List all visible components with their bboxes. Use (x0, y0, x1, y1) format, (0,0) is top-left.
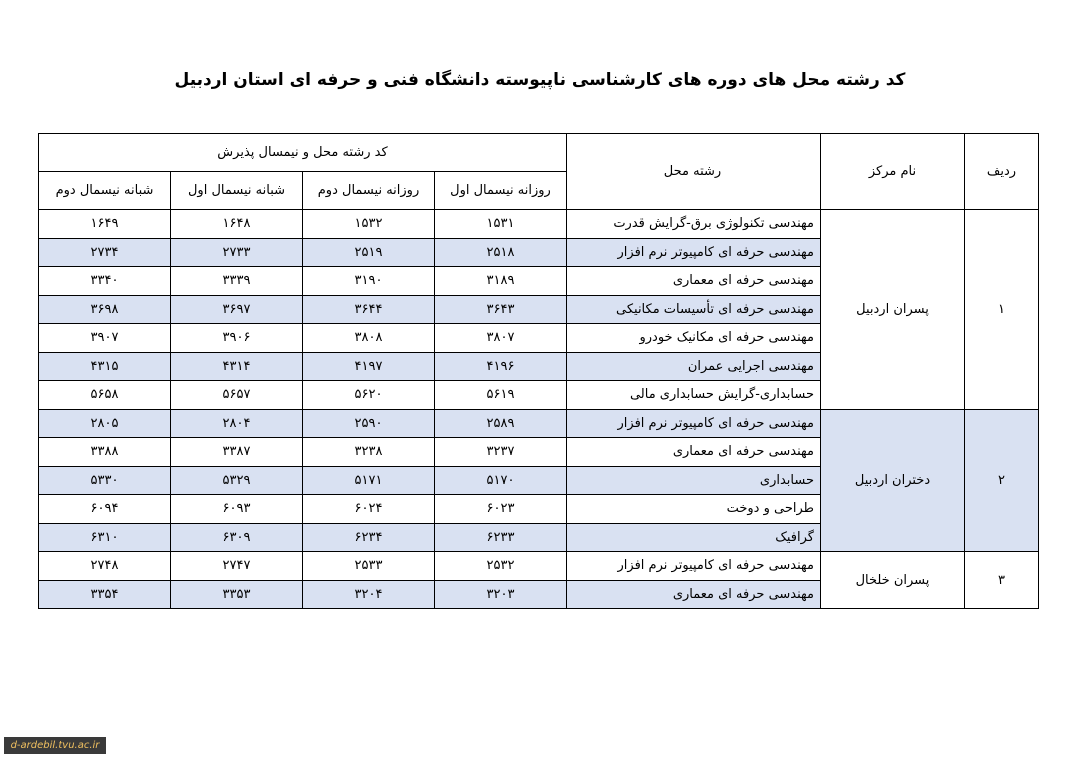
night-second-code-cell: ۲۷۳۴ (39, 238, 171, 267)
field-name-cell: مهندسی اجرایی عمران (567, 352, 821, 381)
center-name-cell: پسران خلخال (821, 552, 965, 609)
day-first-code-cell: ۳۸۰۷ (435, 324, 567, 353)
day-second-code-cell: ۳۸۰۸ (303, 324, 435, 353)
day-first-code-cell: ۵۶۱۹ (435, 381, 567, 410)
day-first-code-cell: ۴۱۹۶ (435, 352, 567, 381)
night-second-code-cell: ۵۶۵۸ (39, 381, 171, 410)
site-url-badge[interactable]: d-ardebil.tvu.ac.ir (4, 737, 106, 754)
night-first-code-cell: ۳۹۰۶ (171, 324, 303, 353)
night-first-code-cell: ۵۳۲۹ (171, 466, 303, 495)
center-name-cell: دختران اردبیل (821, 409, 965, 552)
night-second-code-cell: ۱۶۴۹ (39, 210, 171, 239)
page-title: کد رشته محل های دوره های کارشناسی ناپیوسته دانشگاه فنی و حرفه ای استان اردبیل (174, 70, 906, 90)
night-first-code-cell: ۴۳۱۴ (171, 352, 303, 381)
field-name-cell: طراحی و دوخت (567, 495, 821, 524)
field-name-cell: حسابداری-گرایش حسابداری مالی (567, 381, 821, 410)
night-first-code-cell: ۳۳۸۷ (171, 438, 303, 467)
night-first-code-cell: ۲۷۴۷ (171, 552, 303, 581)
day-first-code-cell: ۳۱۸۹ (435, 267, 567, 296)
radif-cell: ۳ (965, 552, 1039, 609)
day-first-code-cell: ۲۵۱۸ (435, 238, 567, 267)
night-second-code-cell: ۲۸۰۵ (39, 409, 171, 438)
center-name-cell: پسران اردبیل (821, 210, 965, 410)
night-second-code-cell: ۶۰۹۴ (39, 495, 171, 524)
day-second-code-cell: ۶۰۲۴ (303, 495, 435, 524)
field-name-cell: مهندسی حرفه ای کامپیوتر نرم افزار (567, 552, 821, 581)
night-second-code-cell: ۳۹۰۷ (39, 324, 171, 353)
night-second-code-cell: ۶۳۱۰ (39, 523, 171, 552)
night-second-code-cell: ۵۳۳۰ (39, 466, 171, 495)
day-second-code-cell: ۳۶۴۴ (303, 295, 435, 324)
header-row-1 (39, 134, 1039, 172)
night-second-code-cell: ۳۶۹۸ (39, 295, 171, 324)
field-name-cell: مهندسی حرفه ای کامپیوتر نرم افزار (567, 409, 821, 438)
night-second-code-cell: ۳۳۵۴ (39, 580, 171, 609)
table-row (39, 210, 1039, 239)
header-center: نام مرکز (821, 134, 965, 210)
night-first-code-cell: ۳۳۵۳ (171, 580, 303, 609)
night-first-code-cell: ۲۸۰۴ (171, 409, 303, 438)
night-first-code-cell: ۳۶۹۷ (171, 295, 303, 324)
header-day-first: روزانه نیسمال اول (435, 172, 567, 210)
header-day-second: روزانه نیسمال دوم (303, 172, 435, 210)
table-row (39, 552, 1039, 581)
day-second-code-cell: ۳۱۹۰ (303, 267, 435, 296)
field-name-cell: مهندسی حرفه ای معماری (567, 267, 821, 296)
night-first-code-cell: ۲۷۳۳ (171, 238, 303, 267)
night-second-code-cell: ۴۳۱۵ (39, 352, 171, 381)
night-first-code-cell: ۶۳۰۹ (171, 523, 303, 552)
header-field: رشته محل (567, 134, 821, 210)
day-second-code-cell: ۳۲۰۴ (303, 580, 435, 609)
table-body (39, 210, 1039, 609)
day-first-code-cell: ۱۵۳۱ (435, 210, 567, 239)
day-second-code-cell: ۲۵۱۹ (303, 238, 435, 267)
night-first-code-cell: ۱۶۴۸ (171, 210, 303, 239)
header-night-first: شبانه نیسمال اول (171, 172, 303, 210)
night-second-code-cell: ۳۳۴۰ (39, 267, 171, 296)
day-second-code-cell: ۵۱۷۱ (303, 466, 435, 495)
day-first-code-cell: ۵۱۷۰ (435, 466, 567, 495)
night-first-code-cell: ۳۳۳۹ (171, 267, 303, 296)
field-name-cell: مهندسی حرفه ای کامپیوتر نرم افزار (567, 238, 821, 267)
day-first-code-cell: ۳۶۴۳ (435, 295, 567, 324)
day-first-code-cell: ۲۵۸۹ (435, 409, 567, 438)
day-first-code-cell: ۳۲۳۷ (435, 438, 567, 467)
field-name-cell: مهندسی تکنولوژی برق-گرایش قدرت (567, 210, 821, 239)
header-code-group: کد رشته محل و نیمسال پذیرش (39, 134, 567, 172)
day-second-code-cell: ۱۵۳۲ (303, 210, 435, 239)
night-second-code-cell: ۳۳۸۸ (39, 438, 171, 467)
field-name-cell: گرافیک (567, 523, 821, 552)
field-name-cell: مهندسی حرفه ای معماری (567, 580, 821, 609)
day-second-code-cell: ۵۶۲۰ (303, 381, 435, 410)
day-first-code-cell: ۳۲۰۳ (435, 580, 567, 609)
day-second-code-cell: ۶۲۳۴ (303, 523, 435, 552)
table-row (39, 409, 1039, 438)
day-first-code-cell: ۶۲۳۳ (435, 523, 567, 552)
radif-cell: ۱ (965, 210, 1039, 410)
field-name-cell: مهندسی حرفه ای معماری (567, 438, 821, 467)
day-first-code-cell: ۶۰۲۳ (435, 495, 567, 524)
day-second-code-cell: ۴۱۹۷ (303, 352, 435, 381)
day-second-code-cell: ۳۲۳۸ (303, 438, 435, 467)
night-first-code-cell: ۶۰۹۳ (171, 495, 303, 524)
day-second-code-cell: ۲۵۳۳ (303, 552, 435, 581)
day-first-code-cell: ۲۵۳۲ (435, 552, 567, 581)
header-radif: ردیف (965, 134, 1039, 210)
night-second-code-cell: ۲۷۴۸ (39, 552, 171, 581)
night-first-code-cell: ۵۶۵۷ (171, 381, 303, 410)
codes-table (38, 133, 1039, 609)
header-night-second: شبانه نیسمال دوم (39, 172, 171, 210)
field-name-cell: مهندسی حرفه ای مکانیک خودرو (567, 324, 821, 353)
radif-cell: ۲ (965, 409, 1039, 552)
field-name-cell: مهندسی حرفه ای تأسیسات مکانیکی (567, 295, 821, 324)
field-name-cell: حسابداری (567, 466, 821, 495)
day-second-code-cell: ۲۵۹۰ (303, 409, 435, 438)
